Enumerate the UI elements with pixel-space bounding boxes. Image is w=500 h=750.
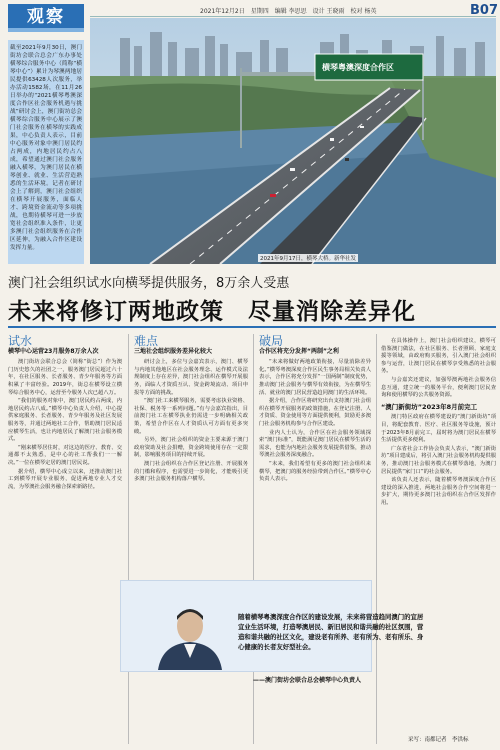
pull-quote-text: 随着横琴粤澳深度合作区的建设发展，未来将营造趋同澳门的宜居宜业生活环境，打造琴澳居民、新旧居民和谐共融的社区氛围，营造和谐共融的社区文化，建设老有所养、老有所为、老有所乐、身心健康的长者友好型社会。: [238, 613, 424, 651]
pull-quote-source: ——澳门街坊会联合总会横琴中心负责人: [253, 677, 362, 684]
column-1-subhead: 横琴中心运营23月服务8万余人次: [8, 347, 99, 355]
masthead-underline: [8, 28, 84, 32]
paragraph: 广东省社会工作协会负责人表示，“澳门新街坊”项目建成后，将引入澳门社会服务机构提供服务，推动澳门社会服务模式在横琴落地，为澳门居民提供“家门口”的社会服务。: [381, 445, 496, 475]
column-2: [134, 334, 248, 485]
column-divider: [128, 334, 129, 744]
photo-caption: 2021年9月17日，横琴大桥。新华社发: [260, 256, 356, 262]
article-kicker: 澳门社会组织试水向横琴提供服务，8万余人受惠: [8, 276, 290, 291]
paragraph: 澳门街坊会联合总会（简称“街总”）作为澳门历史悠久的社团之一，服务澳门居民超过六十年，在社区服务、长者服务、青少年服务等方面积累了丰富经验。2019年，街总在横琴设立横琴综合服务中心，运营至今服务人次已超八万。: [8, 359, 122, 396]
paragraph: 与会嘉宾还建议，加强琴澳两地社会服务信息互通，建立统一的服务平台，便利澳门居民查询和使用横琴的公共服务资源。: [381, 376, 496, 399]
headline-rule: [8, 326, 496, 328]
bridge-photo: [90, 18, 496, 264]
column-divider: [376, 334, 377, 744]
column-1-label: 试水: [8, 334, 33, 348]
paragraph: “澳门社工来横琴服务，需要考虑执业资格、社保、税务等一系列问题。”有与会嘉宾指出，目前澳门社工在横琴执业仍需进一步明确相关政策，希望合作区在人才资质认可方面有更多突破。: [134, 398, 248, 435]
column-2-subhead: 三地社会组织服务差异化较大: [134, 347, 213, 355]
article-headline: 未来将修订两地政策 尽量消除差异化: [8, 299, 416, 325]
paragraph: 澳门社会组织在合作区登记注册、开展服务的门槛和程序，也需要进一步简化，才能吸引更多澳门社会服务机构落户横琴。: [134, 460, 248, 483]
paragraph: “我们的服务对象中，澳门居民约占两成，内地居民约占八成。”横琴中心负责人介绍，中心提供家庭服务、长者服务、青少年服务及社区发展服务等，并通过两地社工合作，帮助澳门居民适应横琴生活，也让内地居民了解澳门社会服务模式。: [8, 398, 122, 443]
speaker-portrait: [150, 600, 230, 670]
gantry-sign-text: 横琴粤澳深度合作区: [322, 63, 394, 72]
page-number: B07: [470, 3, 498, 18]
paragraph: “刚来横琴居住时，对这边的医疗、教育、交通都不太熟悉，是中心的社工帮我们一一解决。”一位在横琴定居的澳门居民说。: [8, 444, 122, 466]
paragraph: 业内人士认为，合作区在社会服务领域探索“澳门标准”，既能满足澳门居民在横琴生活的需求，也能为内地社会服务发展提供借鉴，推动琴澳社会服务深度融合。: [259, 429, 371, 459]
portrait-photo: [150, 600, 230, 670]
paragraph: “未来，我们希望有更多的澳门社会组织来横琴，把澳门的服务经验带到合作区。”横琴中心负责人表示。: [259, 460, 371, 483]
paragraph: 澳门特区政府在横琴建设的“澳门新街坊”项目，将配套教育、医疗、社区服务等设施，预计于2023年8月前完工，届时将为澳门居民在横琴生活提供更多便利。: [381, 414, 496, 444]
paragraph: 据介绍，合作区将研究出台支持澳门社会组织在横琴开展服务的政策措施，在登记注册、人才资质、资金使用等方面提供便利，鼓励更多澳门社会服务机构参与合作区建设。: [259, 398, 371, 427]
bridge-photo-illustration: [90, 18, 496, 264]
reporter-byline: 采写：南都记者 李洪标: [408, 737, 469, 743]
header-rule: [90, 16, 496, 17]
paragraph: 研讨会上，多位与会嘉宾表示，澳门、横琴与内地其他地区在社会服务理念、运作模式及法规制度上存在差异，澳门社会组织在横琴开展服务，面临人才资质互认、资金跨境流动、项目申报等方面的挑战。: [134, 359, 248, 396]
issue-meta: 2021年12月2日 星期四 编辑 李思思 设计 王晓雨 校对 杨英: [200, 8, 377, 15]
column-4-subhead: “澳门新街坊”2023年8月前完工: [381, 402, 478, 411]
paragraph: “未来将做好两地政策衔接，尽量消除差异化。”横琴粤澳深度合作区民生事务局相关负责人表示，合作区将充分发挥“一国两制”制度优势，推动澳门社会服务与横琴有效衔接，为在横琴生活、就业的澳门居民营造趋同澳门的生活环境。: [259, 359, 371, 396]
column-1: [8, 334, 122, 492]
column-3: [259, 334, 371, 485]
paragraph: 在具体操作上，澳门社会组织建议，横琴可借鉴澳门做法，在社区服务、长者照顾、家庭支援等领域，由政府购买服务，引入澳门社会组织参与运营，让澳门居民在横琴享受熟悉的社会服务。: [381, 338, 496, 375]
column-3-label: 破局: [259, 334, 284, 348]
column-2-label: 难点: [134, 334, 159, 348]
column-3-subhead: 合作区将充分发挥“两制”之利: [259, 347, 339, 355]
column-4: [381, 338, 496, 508]
section-masthead: 观察: [8, 4, 84, 30]
paragraph: 该负责人还表示，随着横琴粤澳深度合作区建设的深入推进，两地社会服务合作空间将进一步扩大，期待更多澳门社会组织在合作区发挥作用。: [381, 477, 496, 506]
paragraph: 据介绍，横琴中心成立以来，还推动澳门社工到横琴开展专业服务，促进两地专业人才交流，为琴澳社会服务融合探索新路径。: [8, 468, 122, 490]
intro-text: 截至2021年9月30日，澳门街坊会联合总会广东办事处横琴综合服务中心（简称“横琴中心”）累计为琴澳两地居民提供63428人次服务，举办活动1582场，在11月26日举办的“2021横琴粤澳深度合作区社会服务机遇与挑战”研讨会上，澳门街坊总会横琴综合服务中心展示了澳门社会服务在横琴的实践成果，中心负责人表示，目前中心服务对象中澳门居民约占两成，内地居民约占八成，希望通过澳门社会服务融入横琴，为澳门居民在横琴创业、就业、生活营造熟悉的生活环境。记者在研讨会上了解到，澳门社会组织在横琴开展服务，面临人才、跨境资金流动等多项挑战，也期待横琴可进一步放宽社会组织准入条件，让更多澳门社会组织服务在合作区延伸，为融入合作区建设发挥力量。: [10, 45, 82, 251]
paragraph: 另外，澳门社会组织的资金主要来源于澳门政府资助及社会捐赠，资金跨境使用存在一定限制，影响服务项目的持续开展。: [134, 437, 248, 459]
